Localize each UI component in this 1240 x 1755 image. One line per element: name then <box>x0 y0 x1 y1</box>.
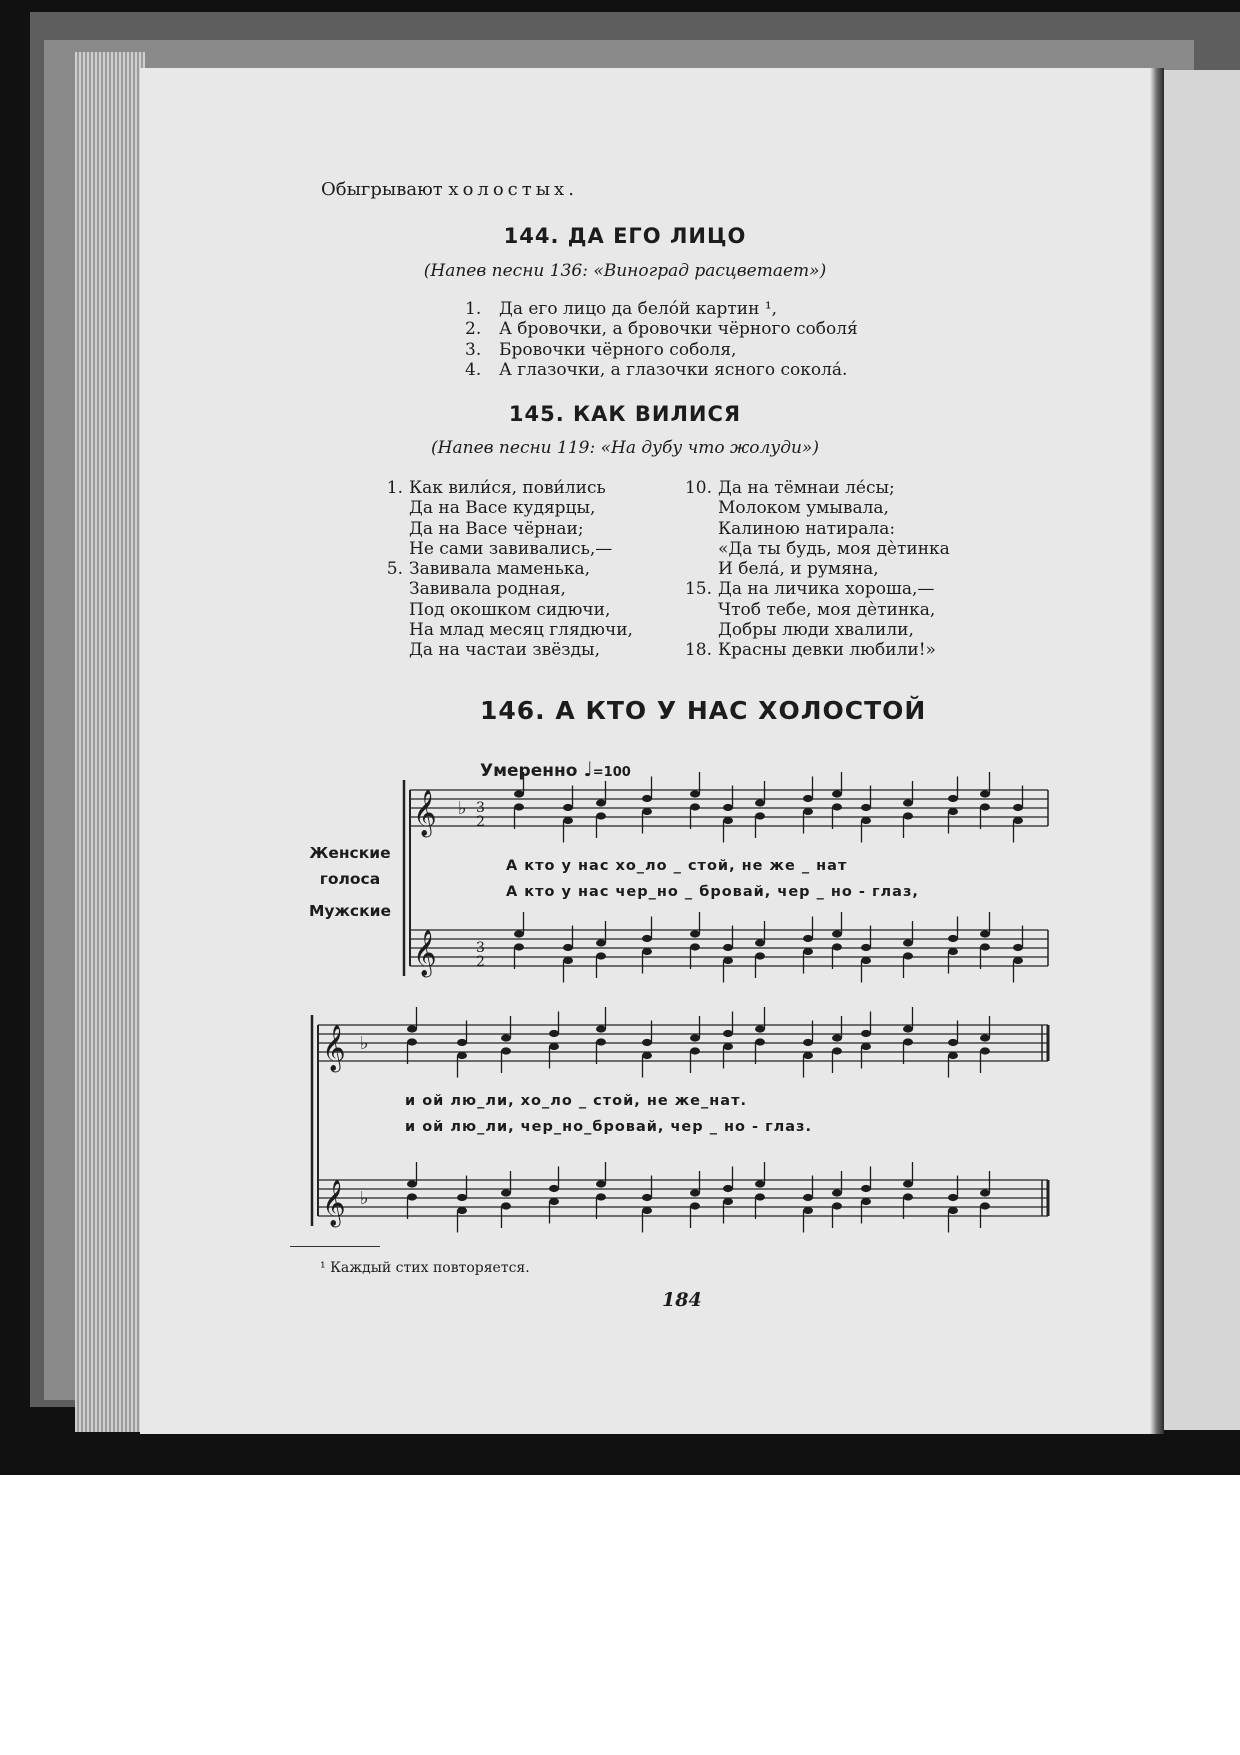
system-1-upper-notehead <box>690 803 700 810</box>
song-145-subtitle: (Напев песни 119: «На дубу что жолуди») <box>431 438 819 458</box>
voice-label-female: Женские голоса <box>309 844 391 888</box>
intro-spaced: холостых. <box>448 179 578 200</box>
system-1-lower-notehead <box>948 935 958 942</box>
system-1-upper-notehead <box>903 799 913 806</box>
system-2-upper-notehead <box>980 1034 990 1041</box>
system-2-lower-notehead <box>723 1198 733 1205</box>
footnote <box>320 1258 530 1278</box>
verse-text: Добры люди хвалили, <box>718 620 914 641</box>
verse-text: Красны девки любили!» <box>718 640 936 661</box>
system-1-lower-notehead <box>596 952 606 959</box>
system-2-upper-notehead <box>903 1038 913 1045</box>
system-1-lyrics-1: А кто у нас хо_ло _ стой, не же _ нат <box>506 858 848 874</box>
system-1-lower-notehead <box>832 943 842 950</box>
system-1-lower-notehead <box>903 939 913 946</box>
system-2-upper-notehead <box>690 1047 700 1054</box>
system-2-upper-notehead <box>948 1052 958 1059</box>
system-2-lower-notehead <box>501 1202 511 1209</box>
system-1-lyrics-2: А кто у нас чер_но _ бровай, чер _ но - глаз, <box>506 884 919 900</box>
song-145-title: 145. КАК ВИЛИСЯ <box>508 402 742 426</box>
system-1-upper-notehead <box>563 817 573 824</box>
system-2-upper-notehead <box>501 1047 511 1054</box>
system-1-lower-notehead <box>1013 957 1023 964</box>
verse-text: Калиною натирала: <box>718 518 896 539</box>
system-2-upper-notehead <box>457 1052 467 1059</box>
verse-text: Да на личика хороша,— <box>718 579 935 600</box>
system-2-lower-notehead <box>642 1194 652 1201</box>
system-1-upper-notehead <box>832 790 842 797</box>
system-2-lower-notehead <box>723 1185 733 1192</box>
system-2-upper-notehead <box>803 1039 813 1046</box>
system-1-lower-notehead <box>642 948 652 955</box>
verse-text: Под окошком сидючи, <box>409 599 611 620</box>
system-1-upper-notehead <box>948 795 958 802</box>
system-1-lower-notehead <box>832 930 842 937</box>
system-2-lower-notehead <box>642 1207 652 1214</box>
system-1-upper-notehead <box>1013 817 1023 824</box>
system-1-lower-notehead <box>755 952 765 959</box>
system-2-lower-notehead <box>948 1207 958 1214</box>
verse-number: 15. <box>684 579 712 600</box>
system-1-lower-notehead <box>642 935 652 942</box>
system-2-lower-notehead <box>803 1207 813 1214</box>
verse-number: 10. <box>684 478 712 498</box>
system-1-upper-notehead <box>563 804 573 811</box>
system-1-upper-notehead <box>832 803 842 810</box>
system-2-lower-notehead <box>832 1189 842 1196</box>
system-1-lower-notehead <box>948 948 958 955</box>
system-2-upper-notehead <box>596 1038 606 1045</box>
system-2-upper-notehead <box>407 1038 417 1045</box>
system-1-upper-notehead <box>903 812 913 819</box>
system-1-upper-notehead <box>980 790 990 797</box>
system-2-upper-notehead <box>549 1043 559 1050</box>
system-2-lower-notehead <box>948 1194 958 1201</box>
system-2-lower-notehead <box>861 1198 871 1205</box>
system-2-upper-notehead <box>407 1025 417 1032</box>
system-2-upper-notehead <box>596 1025 606 1032</box>
system-2-upper-notehead <box>723 1043 733 1050</box>
system-2-upper-notehead <box>755 1025 765 1032</box>
system-1-lower-notehead <box>803 935 813 942</box>
verse-text: На млад месяц глядючи, <box>409 620 633 641</box>
verse-number: 4. <box>465 359 482 380</box>
verse-number: 1. <box>386 478 403 498</box>
system-1-upper-notehead <box>596 799 606 806</box>
verse-text: А глазочки, а глазочки ясного сокола́. <box>499 359 848 380</box>
system-1-lower-notehead <box>755 939 765 946</box>
system-1-lower-notehead <box>563 944 573 951</box>
system-1-lower-notehead <box>723 957 733 964</box>
system-2-lower-notehead <box>690 1189 700 1196</box>
system-2-lower-notehead <box>903 1180 913 1187</box>
verse-text: И бела́, и румяна, <box>718 559 879 580</box>
footnote-mark: ¹ <box>320 1260 326 1276</box>
treble-clef-icon: 𝄞 <box>413 930 437 976</box>
system-2-lower-notehead <box>980 1202 990 1209</box>
system-1-upper-notehead <box>755 812 765 819</box>
system-1-upper-notehead <box>803 795 813 802</box>
system-2-upper-notehead <box>690 1034 700 1041</box>
tempo-word: Умеренно <box>480 761 578 781</box>
system-2-lower-notehead <box>457 1194 467 1201</box>
system-2-lower-notehead <box>596 1193 606 1200</box>
system-2-lyrics-2: и ой лю_ли, чер_но_бровай, чер _ но - глаз. <box>405 1119 812 1135</box>
system-2-upper-notehead <box>980 1047 990 1054</box>
system-1-lower-notehead <box>803 948 813 955</box>
system-2-lower-notehead <box>549 1185 559 1192</box>
system-2-lower-notehead <box>832 1202 842 1209</box>
page-number: 184 <box>662 1289 702 1311</box>
system-2-upper-notehead <box>642 1039 652 1046</box>
time-signature: 2 <box>476 954 485 970</box>
system-2-lower-notehead <box>803 1194 813 1201</box>
footnote-rule <box>290 1246 380 1247</box>
system-2-lower-notehead <box>755 1193 765 1200</box>
flat-icon: ♭ <box>360 1033 369 1054</box>
system-1-upper-notehead <box>514 803 524 810</box>
song-144-subtitle: (Напев песни 136: «Виноград расцветает») <box>423 261 827 281</box>
flat-icon: ♭ <box>360 1188 369 1209</box>
system-2-upper-notehead <box>723 1030 733 1037</box>
time-signature: 2 <box>476 814 485 830</box>
system-1-upper-notehead <box>690 790 700 797</box>
system-2-lower-notehead <box>501 1189 511 1196</box>
verse-text: Бровочки чёрного соболя, <box>499 339 737 360</box>
system-2-upper-notehead <box>457 1039 467 1046</box>
system-1-upper-notehead <box>723 804 733 811</box>
system-2-lower-notehead <box>549 1198 559 1205</box>
flat-icon: ♭ <box>458 798 467 819</box>
footnote-text: Каждый стих повторяется. <box>330 1260 530 1276</box>
system-1-upper-notehead <box>514 790 524 797</box>
system-2-lower-notehead <box>755 1180 765 1187</box>
system-2-lower-notehead <box>980 1189 990 1196</box>
verse-text: Как вили́ся, пови́лись <box>409 478 606 498</box>
verse-number: 5. <box>386 559 403 580</box>
verse-text: Да на Васе кудярцы, <box>409 498 596 519</box>
song-144-title: 144. ДА ЕГО ЛИЦО <box>503 224 747 248</box>
system-1-upper-notehead <box>755 799 765 806</box>
treble-clef-icon: 𝄞 <box>322 1180 346 1226</box>
system-1-upper-notehead <box>980 803 990 810</box>
intro-lead: Обыгрывают <box>321 179 449 200</box>
verse-number: 1. <box>465 299 482 319</box>
system-2-upper-notehead <box>861 1030 871 1037</box>
system-1-lower-notehead <box>861 957 871 964</box>
system-1-lower-notehead <box>861 944 871 951</box>
system-1-lower-notehead <box>980 943 990 950</box>
verse-text: Не сами завивались,— <box>409 538 613 559</box>
voice-label-male: Мужские <box>308 902 392 920</box>
system-2-upper-notehead <box>903 1025 913 1032</box>
verse-text: Да на Васе чёрнаи; <box>409 518 584 539</box>
system-2-upper-notehead <box>803 1052 813 1059</box>
system-2-lower-notehead <box>457 1207 467 1214</box>
system-1-lower-notehead <box>690 943 700 950</box>
verse-text: Да на тёмнаи ле́сы; <box>718 478 895 498</box>
system-2-upper-notehead <box>642 1052 652 1059</box>
system-1-upper-notehead <box>642 795 652 802</box>
system-2-upper-notehead <box>549 1030 559 1037</box>
system-1-lower-notehead <box>563 957 573 964</box>
tempo-value: =100 <box>592 765 631 780</box>
verse-text: Да на частаи звёзды, <box>409 640 600 661</box>
system-1-lower-notehead <box>903 952 913 959</box>
time-signature: 3 <box>476 800 485 816</box>
verse-text: Молоком умывала, <box>718 498 889 519</box>
system-1-upper-notehead <box>948 808 958 815</box>
verse-number: 3. <box>465 339 482 360</box>
verse-text: Чтоб тебе, моя дѐтинка, <box>718 599 936 620</box>
system-2-lower-notehead <box>407 1180 417 1187</box>
verse-text: А бровочки, а бровочки чёрного соболя́ <box>499 319 858 340</box>
treble-clef-icon: 𝄞 <box>413 790 437 836</box>
verse-text: «Да ты будь, моя дѐтинка <box>718 538 950 559</box>
system-1-lower-notehead <box>723 944 733 951</box>
system-2-lower-notehead <box>407 1193 417 1200</box>
system-1-upper-notehead <box>1013 804 1023 811</box>
system-2-upper-notehead <box>948 1039 958 1046</box>
system-2-lower-notehead <box>861 1185 871 1192</box>
system-1-lower-notehead <box>514 943 524 950</box>
tempo-note-icon: ♩ <box>583 757 593 781</box>
system-1-lower-notehead <box>980 930 990 937</box>
system-1-lower-notehead <box>1013 944 1023 951</box>
verse-text: Завивала родная, <box>409 579 566 600</box>
system-1-upper-notehead <box>642 808 652 815</box>
system-1-upper-notehead <box>861 817 871 824</box>
system-1-lower-notehead <box>596 939 606 946</box>
system-1-upper-notehead <box>861 804 871 811</box>
system-1-upper-notehead <box>803 808 813 815</box>
system-1-upper-notehead <box>723 817 733 824</box>
system-2-lower-notehead <box>903 1193 913 1200</box>
verse-number: 18. <box>684 640 712 661</box>
system-2-lyrics-1: и ой лю_ли, хо_ло _ стой, не же_нат. <box>405 1093 747 1109</box>
system-2-lower-notehead <box>596 1180 606 1187</box>
system-2-upper-notehead <box>832 1047 842 1054</box>
system-1-upper-notehead <box>596 812 606 819</box>
system-2-upper-notehead <box>755 1038 765 1045</box>
verse-text: Завивала маменька, <box>409 559 591 580</box>
system-1-lower-notehead <box>690 930 700 937</box>
song-146-title: 146. А КТО У НАС ХОЛОСТОЙ <box>480 696 927 725</box>
system-2-upper-notehead <box>861 1043 871 1050</box>
time-signature: 3 <box>476 940 485 956</box>
system-2-upper-notehead <box>832 1034 842 1041</box>
treble-clef-icon: 𝄞 <box>322 1025 346 1071</box>
system-2-lower-notehead <box>690 1202 700 1209</box>
system-1-lower-notehead <box>514 930 524 937</box>
verse-number: 2. <box>465 319 482 340</box>
verse-text: Да его лицо да белóй картин ¹, <box>499 299 778 319</box>
system-2-upper-notehead <box>501 1034 511 1041</box>
